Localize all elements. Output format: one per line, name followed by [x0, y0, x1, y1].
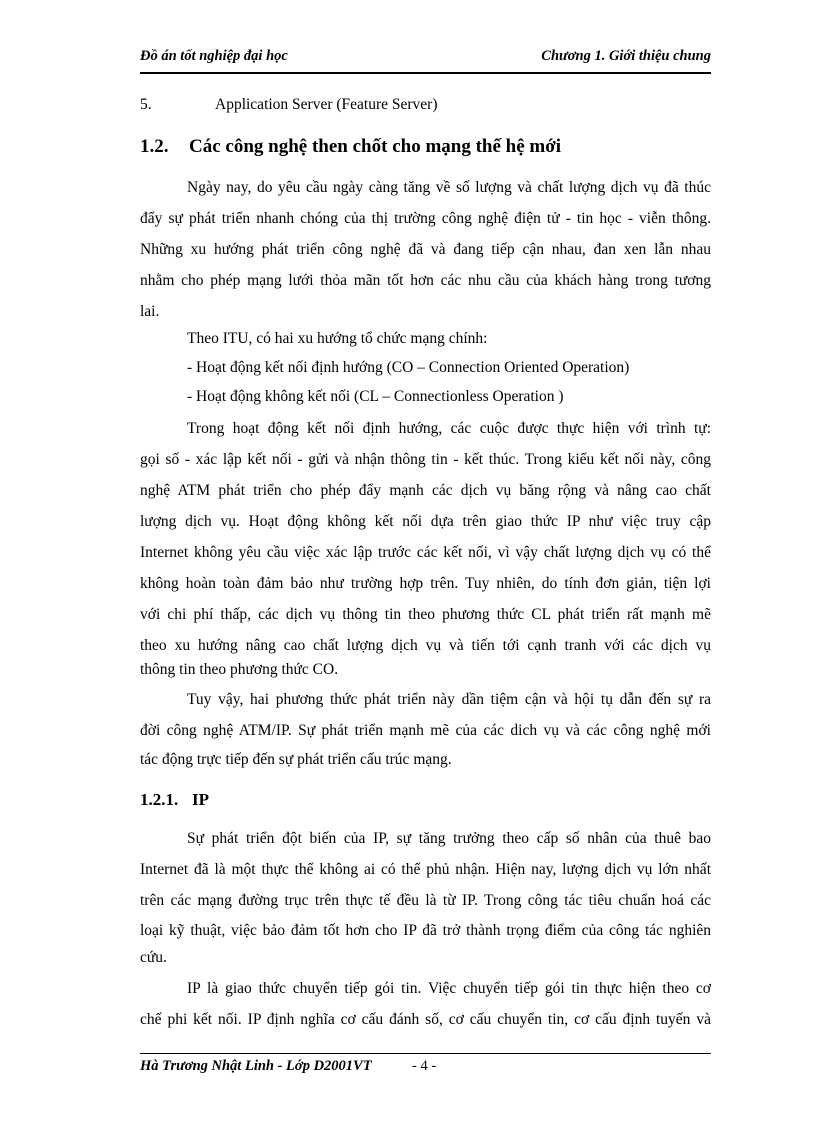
list-item-text: Application Server (Feature Server) — [215, 96, 438, 113]
paragraph-line: nghệ ATM phát triển cho phép đẩy mạnh các dịch vụ băng rộng và nâng cao chất — [140, 482, 711, 499]
footer-author: Hà Trương Nhật Linh - Lớp D2001VT — [140, 1058, 372, 1074]
footer-rule — [140, 1053, 711, 1054]
subsection-title: IP — [192, 790, 209, 809]
bullet-item: - Hoạt động không kết nối (CL – Connectionless Operation ) — [187, 388, 564, 405]
paragraph-line: Internet đã là một thực thể không ai có thể phủ nhận. Hiện nay, lượng dịch vụ lớn nhất — [140, 861, 711, 878]
header-document-title: Đồ án tốt nghiệp đại học — [140, 48, 288, 64]
paragraph-line: lai. — [140, 303, 160, 320]
paragraph-line: Internet không yêu cầu việc xác lập trước các kết nối, vì vậy chất lượng dịch vụ có thể — [140, 544, 711, 561]
paragraph-line: lượng dịch vụ. Hoạt động không kết nối dựa trên giao thức IP như việc truy cập — [140, 513, 711, 530]
paragraph-line: thông tin theo phương thức CO. — [140, 661, 339, 678]
paragraph-line: nhằm cho phép mạng lưới thỏa mãn tốt hơn các nhu cầu của khách hàng trong tương — [140, 272, 711, 289]
header-chapter-title: Chương 1. Giới thiệu chung — [541, 48, 711, 64]
paragraph-line: tác động trực tiếp đến sự phát triển cấu trúc mạng. — [140, 751, 452, 768]
subsection-number: 1.2.1. — [140, 790, 179, 809]
section-number: 1.2. — [140, 136, 169, 157]
paragraph-line: Sự phát triển đột biến của IP, sự tăng trưởng theo cấp số nhân của thuê bao — [187, 830, 711, 847]
paragraph-line: trên các mạng đường trục trên thực tế đều là từ IP. Trong công tác tiêu chuẩn hoá các — [140, 892, 711, 909]
paragraph-line: theo xu hướng nâng cao chất lượng dịch vụ và tiến tới cạnh tranh với các dịch vụ — [140, 637, 711, 654]
page-number: - 4 - — [412, 1058, 437, 1074]
paragraph-line: không hoàn toàn đảm bảo như trường hợp trên. Tuy nhiên, do tính đơn giản, tiện lợi — [140, 575, 711, 592]
paragraph-line: cứu. — [140, 949, 167, 966]
bullet-item: - Hoạt động kết nối định hướng (CO – Connection Oriented Operation) — [187, 359, 630, 376]
paragraph-line: gọi số - xác lập kết nối - gửi và nhận thông tin - kết thúc. Trong kiểu kết nối này, công — [140, 451, 711, 468]
paragraph-line: với chi phí thấp, các dịch vụ thông tin theo phương thức CL phát triển rất mạnh mẽ — [140, 606, 711, 623]
page-header — [140, 44, 711, 70]
paragraph-line: Những xu hướng phát triển công nghệ đã và đang tiếp cận nhau, đan xen lẫn nhau — [140, 241, 711, 258]
paragraph-line: Ngày nay, do yêu cầu ngày càng tăng về số lượng và chất lượng dịch vụ đã thúc — [187, 179, 711, 196]
paragraph-line: Trong hoạt động kết nối định hướng, các cuộc được thực hiện với trình tự: — [187, 420, 711, 437]
paragraph-line: IP là giao thức chuyển tiếp gói tin. Việc chuyển tiếp gói tin thực hiện theo cơ — [187, 980, 711, 997]
header-rule — [140, 72, 711, 74]
itu-intro: Theo ITU, có hai xu hướng tổ chức mạng chính: — [187, 330, 488, 347]
section-title: Các công nghệ then chốt cho mạng thế hệ mới — [189, 136, 562, 157]
paragraph-line: đời công nghệ ATM/IP. Sự phát triển mạnh mẽ của các dich vụ và các công nghệ mới — [140, 722, 711, 739]
list-item-number: 5. — [140, 96, 152, 113]
paragraph-line: loại kỹ thuật, việc bảo đảm tốt hơn cho IP đã trở thành trọng điểm của công tác nghiên — [140, 922, 711, 939]
paragraph-line: đẩy sự phát triển nhanh chóng của thị trường công nghệ điện tử - tin học - viễn thông. — [140, 210, 711, 227]
paragraph-line: chế phi kết nối. IP định nghĩa cơ cấu đánh số, cơ cấu chuyển tin, cơ cấu định tuyến và — [140, 1011, 711, 1028]
paragraph-line: Tuy vậy, hai phương thức phát triển này dần tiệm cận và hội tụ dẫn đến sự ra — [187, 691, 711, 708]
